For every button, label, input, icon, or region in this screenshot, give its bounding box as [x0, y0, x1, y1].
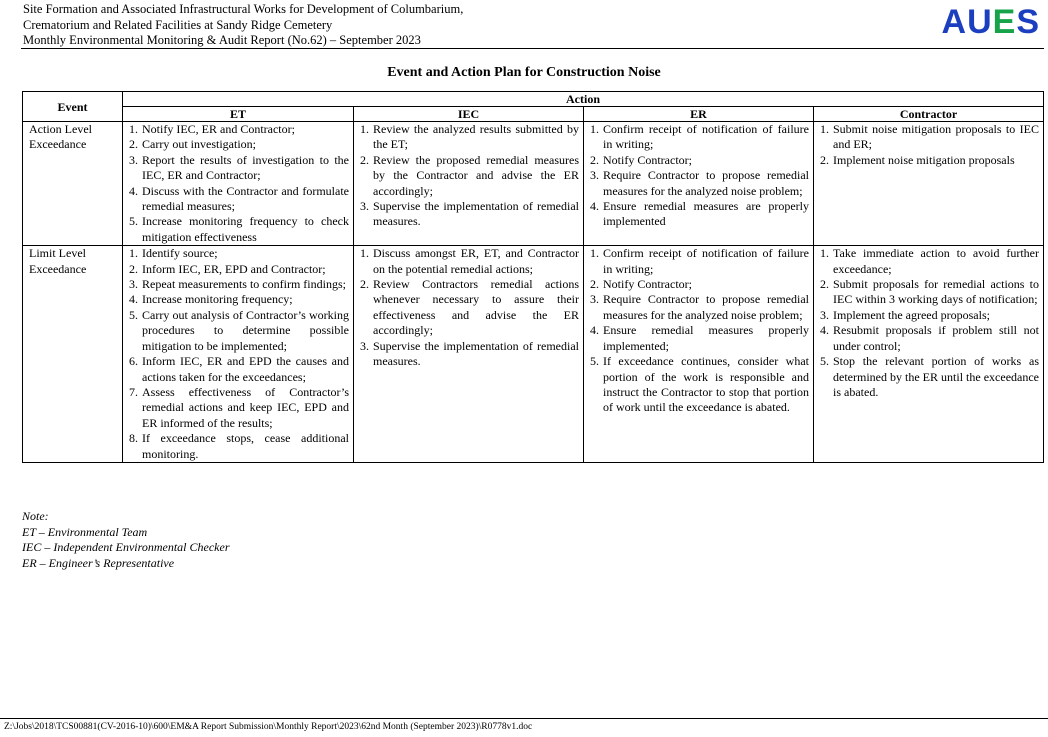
item-text: Increase monitoring frequency;	[142, 292, 293, 307]
item-number: 3.	[129, 152, 138, 167]
item-number: 1.	[360, 246, 369, 261]
action-list	[129, 122, 349, 245]
action-list	[820, 122, 1039, 168]
table-row	[23, 246, 1044, 463]
item-text: Submit noise mitigation proposals to IEC and ER;	[833, 122, 1039, 152]
item-text: Assess effectiveness of Contractor’s remedial actions and keep IEC, EPD and ER informed of the results;	[142, 384, 349, 430]
table-row	[23, 122, 1044, 246]
action-cell-iec	[354, 246, 584, 463]
action-item	[820, 354, 1039, 400]
item-number: 2.	[820, 152, 829, 167]
action-cell-et	[123, 246, 354, 463]
header-line-1: Site Formation and Associated Infrastructural Works for Development of Columbarium,	[23, 2, 464, 16]
action-item	[820, 277, 1039, 308]
item-number: 1.	[360, 122, 369, 136]
action-item	[129, 277, 349, 292]
item-text: Require Contractor to propose remedial measures for the analyzed noise problem;	[603, 292, 809, 322]
item-number: 3.	[360, 338, 369, 353]
item-text: Ensure remedial measures are properly implemented	[603, 199, 809, 229]
item-text: Carry out analysis of Contractor’s working procedures to determine possible mitigation to be implemented;	[142, 307, 349, 353]
item-number: 3.	[129, 277, 138, 292]
action-list	[820, 246, 1039, 400]
action-item	[129, 246, 349, 261]
item-number: 2.	[360, 277, 369, 292]
item-number: 2.	[129, 137, 138, 152]
item-text: Inform IEC, ER, EPD and Contractor;	[142, 261, 326, 276]
note-heading: Note:	[22, 509, 49, 523]
item-text: Implement the agreed proposals;	[833, 307, 990, 322]
item-text: Ensure remedial measures properly implemented;	[603, 323, 809, 353]
action-list	[590, 122, 809, 230]
action-cell-er	[584, 246, 814, 463]
event-cell	[23, 122, 123, 246]
item-number: 4.	[820, 323, 829, 338]
action-item	[820, 153, 1039, 168]
item-number: 1.	[129, 122, 138, 136]
item-number: 5.	[129, 307, 138, 322]
column-header-contractor: Contractor	[814, 107, 1044, 122]
item-number: 5.	[129, 214, 138, 229]
action-item	[820, 323, 1039, 354]
item-number: 5.	[590, 354, 599, 369]
table-subheader-row	[23, 107, 1044, 122]
action-cell-contractor	[814, 246, 1044, 463]
item-number: 3.	[590, 168, 599, 183]
header-line-2: Crematorium and Related Facilities at Sandy Ridge Cemetery	[23, 17, 333, 32]
item-text: Review the proposed remedial measures by the Contractor and advise the ER accordingly;	[373, 152, 579, 198]
column-header-iec: IEC	[354, 107, 584, 122]
item-text: Require Contractor to propose remedial measures for the analyzed noise problem;	[603, 168, 809, 198]
action-item	[590, 277, 809, 292]
note-section	[22, 509, 230, 571]
item-text: Supervise the implementation of remedial measures.	[373, 338, 579, 369]
item-text: Inform IEC, ER and EPD the causes and actions taken for the exceedances;	[142, 354, 349, 384]
item-text: Notify Contractor;	[603, 277, 692, 292]
action-cell-et	[123, 122, 354, 246]
item-number: 1.	[590, 246, 599, 261]
action-cell-iec	[354, 122, 584, 246]
item-text: Implement noise mitigation proposals	[833, 152, 1015, 167]
item-number: 4.	[129, 292, 138, 307]
event-label: Limit Level	[29, 246, 86, 261]
item-number: 1.	[590, 122, 599, 136]
item-number: 4.	[129, 183, 138, 198]
item-number: 2.	[360, 152, 369, 167]
item-number: 3.	[590, 292, 599, 307]
action-item	[129, 122, 349, 137]
action-item	[820, 246, 1039, 277]
action-item	[129, 153, 349, 184]
footer-divider	[0, 718, 1048, 719]
action-item	[129, 137, 349, 152]
action-item	[129, 385, 349, 431]
action-item	[360, 339, 579, 370]
item-text: Stop the relevant portion of works as determined by the ER until the exceedance is abated.	[833, 354, 1039, 399]
action-item	[129, 262, 349, 277]
header-divider	[21, 48, 1044, 49]
item-text: If exceedance stops, cease additional monitoring.	[142, 431, 349, 461]
action-item	[360, 122, 579, 153]
event-action-table	[22, 91, 1044, 463]
item-number: 2.	[129, 261, 138, 276]
action-item	[360, 199, 579, 230]
header-line-3: Monthly Environmental Monitoring & Audit Report (No.62) – September 2023	[23, 33, 421, 47]
document-header	[23, 2, 463, 49]
action-item	[590, 246, 809, 277]
logo-part-1: AU	[941, 3, 993, 41]
item-text: Confirm receipt of notification of failure in writing;	[603, 122, 809, 152]
item-text: Report the results of investigation to the IEC, ER and Contractor;	[142, 152, 349, 183]
item-text: Increase monitoring frequency to check mitigation effectiveness	[142, 214, 349, 244]
action-item	[820, 122, 1039, 153]
action-item	[129, 308, 349, 354]
item-text: Review Contractors remedial actions whenever necessary to assure their effectiveness and advise the ER accordingly;	[373, 277, 579, 338]
footer-file-path: Z:\Jobs\2018\TCS00881(CV-2016-10)\600\EM&A Report Submission\Monthly Report\2023\62nd Month (September 2023)\R0778v1.doc	[4, 722, 533, 732]
action-item	[360, 246, 579, 277]
item-number: 3.	[360, 199, 369, 214]
action-cell-er	[584, 122, 814, 246]
item-number: 4.	[590, 199, 599, 214]
action-item	[129, 354, 349, 385]
item-text: Take immediate action to avoid further exceedance;	[833, 246, 1039, 276]
note-line: IEC – Independent Environmental Checker	[22, 540, 230, 554]
note-line: ER – Engineer’s Representative	[22, 555, 175, 570]
item-text: Review the analyzed results submitted by the ET;	[373, 122, 579, 152]
action-item	[129, 292, 349, 307]
action-item	[129, 214, 349, 245]
action-item	[129, 431, 349, 462]
logo-part-3: S	[1016, 3, 1040, 41]
item-number: 4.	[590, 323, 599, 338]
item-text: Submit proposals for remedial actions to IEC within 3 working days of notification;	[833, 277, 1039, 307]
action-item	[820, 308, 1039, 323]
action-item	[590, 323, 809, 354]
item-number: 2.	[820, 277, 829, 292]
item-text: Supervise the implementation of remedial measures.	[373, 199, 579, 229]
item-text: Notify IEC, ER and Contractor;	[142, 122, 295, 136]
item-text: Repeat measurements to confirm findings;	[142, 277, 346, 292]
item-number: 8.	[129, 431, 138, 446]
item-number: 2.	[590, 152, 599, 167]
item-text: Identify source;	[142, 246, 218, 261]
item-number: 6.	[129, 354, 138, 369]
column-header-et: ET	[123, 107, 354, 122]
action-item	[590, 292, 809, 323]
item-text: Notify Contractor;	[603, 152, 692, 167]
event-label: Action Level	[29, 122, 92, 136]
event-label: Exceedance	[29, 137, 87, 152]
action-list	[129, 246, 349, 462]
action-list	[360, 122, 579, 230]
action-item	[590, 122, 809, 153]
column-header-er: ER	[584, 107, 814, 122]
item-text: Discuss amongst ER, ET, and Contractor on the potential remedial actions;	[373, 246, 579, 276]
item-text: Confirm receipt of notification of failure in writing;	[603, 246, 809, 276]
action-item	[129, 184, 349, 215]
action-list	[590, 246, 809, 415]
event-cell	[23, 246, 123, 463]
action-item	[590, 153, 809, 168]
item-number: 5.	[820, 354, 829, 369]
action-cell-contractor	[814, 122, 1044, 246]
action-item	[360, 277, 579, 339]
action-item	[360, 153, 579, 199]
action-list	[360, 246, 579, 369]
item-text: Discuss with the Contractor and formulate remedial measures;	[142, 183, 349, 214]
item-text: Resubmit proposals if problem still not under control;	[833, 323, 1039, 353]
action-item	[590, 354, 809, 416]
item-number: 1.	[129, 246, 138, 261]
item-number: 3.	[820, 307, 829, 322]
event-label: Exceedance	[29, 261, 87, 276]
item-text: Carry out investigation;	[142, 137, 256, 152]
note-line: ET – Environmental Team	[22, 524, 148, 539]
item-text: If exceedance continues, consider what portion of the work is responsible and instruct the Contractor to stop that portion of work until the exceedance is abated.	[603, 354, 809, 415]
action-column-header: Action	[123, 92, 1044, 107]
action-item	[590, 168, 809, 199]
item-number: 1.	[820, 246, 829, 261]
logo-part-2: E	[992, 3, 1017, 41]
item-number: 1.	[820, 122, 829, 136]
item-number: 2.	[590, 277, 599, 292]
event-column-header: Event	[23, 92, 123, 122]
table-header-row	[23, 92, 1044, 107]
item-number: 7.	[129, 384, 138, 399]
action-item	[590, 199, 809, 230]
page-title: Event and Action Plan for Construction Noise	[387, 65, 661, 80]
aues-logo	[942, 2, 1040, 42]
